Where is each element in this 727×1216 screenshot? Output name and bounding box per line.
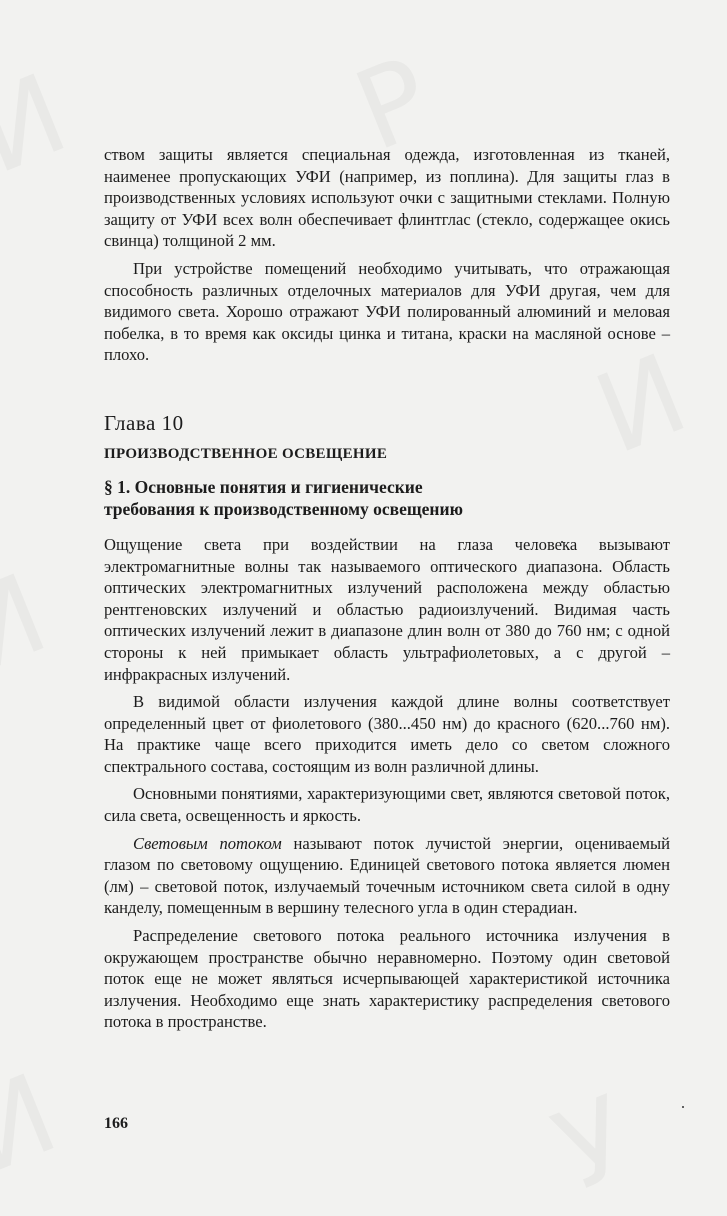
chapter-title: ПРОИЗВОДСТВЕННОЕ ОСВЕЩЕНИЕ xyxy=(104,445,388,462)
watermark-glyph xyxy=(0,1049,73,1199)
section-body xyxy=(104,534,670,1033)
paragraph: Ощущение света при воздействии на глаза человека вызывают электромагнитные волны так называемого оптического диапазона. Область оптических электромагнитных излучений расположена между областью рентгеновских излучений и областью радиоизлучений. Видимая часть оптических излучений лежит в диапазоне длин волн от 380 до 760 нм; с одной стороны к ней примыкает область ультрафиолетовых, а с другой – инфракрасных излучений. xyxy=(104,534,670,684)
section-heading-line: требования к производственному освещению xyxy=(104,498,463,519)
paragraph-text: называют поток лучистой энергии, оцениваемый глазом по световому ощущению. Единицей светового потока является люмен (лм) – световой поток, излучаемый точечным источником света силой в одну канделу, помещенным в вершину телесного угла в один стерадиан. xyxy=(104,833,670,918)
term-luminous-flux: Световым потоком xyxy=(133,833,282,853)
page-number: 166 xyxy=(104,1115,128,1132)
paragraph-continued: ством защиты является специальная одежда, изготовленная из тканей, наименее пропускающих УФИ (например, из поплина). Для защиты глаз в производственных условиях используют очки с защитными стеклами. Полную защиту от УФИ всех волн обеспечивает флинтглас (стекло, содержащее окись свинца) толщиной 2 мм. xyxy=(104,145,670,251)
watermark-glyph xyxy=(0,49,83,199)
section-heading xyxy=(104,476,670,520)
watermark-glyph xyxy=(0,549,63,699)
paragraph: Распределение светового потока реального источника излучения в окружающем пространстве обычно неравномерно. Поэтому один световой поток еще не может являться исчерпывающей характеристикой источника излучения. Необходимо еще знать характеристику распределения светового потока в пространстве. xyxy=(104,926,670,1032)
paragraph: При устройстве помещений необходимо учитывать, что отражающая способность различных отделочных материалов для УФИ другая, чем для видимого света. Хорошо отражают УФИ полированный алюминий и меловая побелка, в то время как оксиды цинка и титана, краски на масляной основе – плохо. xyxy=(104,258,670,365)
paragraph-luminous-flux xyxy=(104,833,670,919)
paragraph: Основными понятиями, характеризующими свет, являются световой поток, сила света, освещенность и яркость. xyxy=(104,784,670,826)
section-heading-line: § 1. Основные понятия и гигиенические xyxy=(104,476,423,497)
chapter-label: Глава 10 xyxy=(104,410,184,435)
book-page xyxy=(104,144,670,1033)
paragraph: В видимой области излучения каждой длине волны соответствует определенный цвет от фиолетового (380...450 нм) до красного (620...760 нм). На практике чаще всего приходится иметь дело со светом сложного спектрального состава, состоящим из волн различной длины. xyxy=(104,692,670,776)
print-speck xyxy=(682,1106,684,1108)
watermark-glyph xyxy=(538,1072,648,1216)
